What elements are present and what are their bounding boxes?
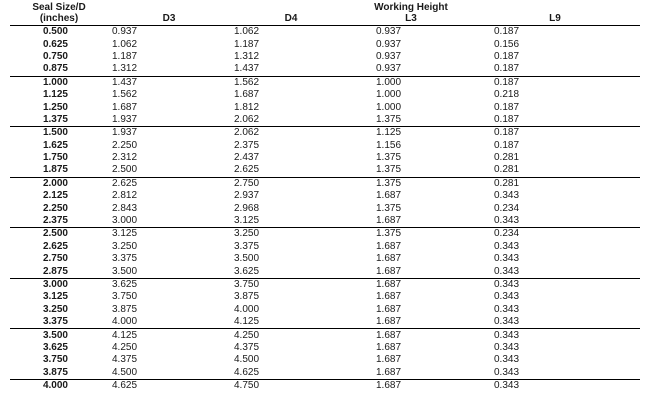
cell-l3: 0.937 xyxy=(376,50,402,62)
cell-d3: 4.625 xyxy=(112,380,138,392)
cell-d4: 2.625 xyxy=(230,164,352,177)
cell-d3: 4.250 xyxy=(112,341,138,353)
cell-seal-size: 3.750 xyxy=(42,354,68,366)
cell-d4: 4.250 xyxy=(234,329,260,341)
cell-d4: 2.375 xyxy=(234,139,260,151)
table-row xyxy=(10,190,640,202)
cell-l9: 0.187 xyxy=(494,101,520,113)
cell-l9: 0.187 xyxy=(494,26,520,38)
cell-d3: 3.625 xyxy=(112,279,138,290)
cell-seal-size: 2.125 xyxy=(42,190,68,202)
cell-d4: 1.687 xyxy=(234,89,260,101)
cell-d3: 4.375 xyxy=(112,354,138,366)
cell-d3: 3.875 xyxy=(112,303,138,315)
header-l9: L9 xyxy=(470,13,640,26)
table-row xyxy=(10,26,640,39)
cell-d4: 3.375 xyxy=(234,240,260,252)
cell-d3: 1.187 xyxy=(112,50,138,62)
cell-d3: 1.937 xyxy=(108,114,230,127)
cell-d4: 2.968 xyxy=(234,202,260,214)
cell-d3: 2.812 xyxy=(112,190,138,202)
table-row xyxy=(10,202,640,214)
table-row xyxy=(10,228,640,241)
cell-l3: 1.125 xyxy=(376,127,402,139)
cell-d3: 2.250 xyxy=(112,139,138,151)
cell-d4: 3.875 xyxy=(234,291,260,303)
cell-l9: 0.187 xyxy=(494,139,520,151)
cell-seal-size: 4.000 xyxy=(42,380,68,392)
cell-d3: 3.000 xyxy=(108,215,230,228)
cell-l9: 0.343 xyxy=(470,265,640,278)
table-row xyxy=(10,379,640,392)
cell-d3: 1.562 xyxy=(112,89,138,101)
cell-l3: 1.687 xyxy=(376,291,402,303)
cell-d3: 2.625 xyxy=(112,177,138,189)
cell-d3: 2.312 xyxy=(112,152,138,164)
header-d3: D3 xyxy=(108,13,230,26)
cell-d3: 1.062 xyxy=(112,38,138,50)
header-working-height: Working Height xyxy=(374,2,448,13)
cell-seal-size: 2.625 xyxy=(42,240,68,252)
cell-l3: 0.937 xyxy=(352,63,470,76)
header-l3: L3 xyxy=(352,13,470,26)
table-row xyxy=(10,127,640,140)
cell-seal-size: 2.875 xyxy=(10,265,108,278)
cell-l3: 1.156 xyxy=(376,139,402,151)
table-header xyxy=(10,2,640,26)
cell-l3: 1.375 xyxy=(376,228,402,240)
cell-seal-size: 0.750 xyxy=(42,50,68,62)
cell-d4: 3.750 xyxy=(234,279,260,290)
cell-l3: 1.375 xyxy=(376,152,402,164)
cell-d4: 2.437 xyxy=(234,152,260,164)
cell-l3: 1.000 xyxy=(376,76,402,88)
cell-l3: 1.687 xyxy=(376,354,402,366)
cell-l9: 0.187 xyxy=(470,114,640,127)
cell-l3: 1.687 xyxy=(352,265,470,278)
cell-d4: 4.625 xyxy=(230,367,352,380)
cell-seal-size: 3.375 xyxy=(10,316,108,329)
cell-d3: 1.437 xyxy=(112,76,138,88)
cell-l9: 0.218 xyxy=(494,89,520,101)
cell-l3: 1.687 xyxy=(376,303,402,315)
cell-l9: 0.343 xyxy=(494,253,520,265)
cell-d4: 3.125 xyxy=(230,215,352,228)
table-row xyxy=(10,278,640,291)
table-row xyxy=(10,304,640,316)
cell-l3: 1.375 xyxy=(352,114,470,127)
cell-seal-size: 3.125 xyxy=(42,291,68,303)
table-row xyxy=(10,63,640,76)
table-row xyxy=(10,38,640,50)
cell-l9: 0.187 xyxy=(494,127,520,139)
cell-l3: 1.687 xyxy=(376,253,402,265)
cell-d4: 4.375 xyxy=(234,341,260,353)
cell-d3: 3.375 xyxy=(112,253,138,265)
cell-l9: 0.343 xyxy=(494,291,520,303)
cell-d4: 2.750 xyxy=(234,177,260,189)
cell-d4: 1.312 xyxy=(234,50,260,62)
cell-seal-size: 2.500 xyxy=(42,228,68,240)
cell-d3: 1.312 xyxy=(108,63,230,76)
cell-d3: 3.250 xyxy=(112,240,138,252)
cell-d4: 4.125 xyxy=(230,316,352,329)
cell-l3: 1.687 xyxy=(376,329,402,341)
cell-l9: 0.343 xyxy=(470,215,640,228)
cell-l3: 1.375 xyxy=(376,177,402,189)
cell-d3: 3.125 xyxy=(112,228,138,240)
cell-d4: 4.750 xyxy=(234,380,260,392)
cell-d4: 1.437 xyxy=(230,63,352,76)
cell-d4: 1.562 xyxy=(234,76,260,88)
cell-seal-size: 2.375 xyxy=(10,215,108,228)
cell-l3: 1.000 xyxy=(376,101,402,113)
cell-l9: 0.281 xyxy=(494,177,520,189)
cell-d3: 3.750 xyxy=(112,291,138,303)
cell-d4: 4.000 xyxy=(234,303,260,315)
cell-d4: 3.500 xyxy=(234,253,260,265)
cell-seal-size: 3.625 xyxy=(42,341,68,353)
cell-l9: 0.234 xyxy=(494,202,520,214)
table-row xyxy=(10,114,640,127)
cell-seal-size: 2.000 xyxy=(42,177,68,189)
cell-seal-size: 3.250 xyxy=(42,303,68,315)
cell-d4: 2.937 xyxy=(234,190,260,202)
header-seal-size: Seal Size/D xyxy=(32,2,86,13)
table-row xyxy=(10,291,640,303)
cell-l9: 0.343 xyxy=(494,341,520,353)
table-row xyxy=(10,51,640,63)
cell-d3: 2.500 xyxy=(108,164,230,177)
cell-l3: 1.687 xyxy=(352,215,470,228)
cell-d4: 4.500 xyxy=(234,354,260,366)
cell-seal-size: 0.625 xyxy=(42,38,68,50)
table-row xyxy=(10,241,640,253)
cell-l9: 0.187 xyxy=(494,76,520,88)
cell-seal-size: 1.125 xyxy=(42,89,68,101)
cell-l3: 1.687 xyxy=(376,240,402,252)
cell-seal-size: 0.500 xyxy=(42,26,68,38)
table-row xyxy=(10,367,640,380)
table-row xyxy=(10,329,640,342)
table-row xyxy=(10,354,640,366)
header-d4: D4 xyxy=(230,13,352,26)
table-row xyxy=(10,164,640,177)
cell-seal-size: 1.625 xyxy=(42,139,68,151)
table-row xyxy=(10,152,640,164)
cell-d3: 3.500 xyxy=(108,265,230,278)
table-row xyxy=(10,140,640,152)
cell-l9: 0.343 xyxy=(470,367,640,380)
cell-l9: 0.281 xyxy=(494,152,520,164)
cell-l9: 0.234 xyxy=(494,228,520,240)
cell-l9: 0.343 xyxy=(494,303,520,315)
cell-l9: 0.343 xyxy=(470,316,640,329)
cell-l3: 0.937 xyxy=(376,38,402,50)
cell-d3: 1.687 xyxy=(112,101,138,113)
cell-d4: 2.062 xyxy=(230,114,352,127)
cell-l3: 1.375 xyxy=(352,164,470,177)
table-body xyxy=(10,26,640,393)
cell-l9: 0.343 xyxy=(494,240,520,252)
cell-l9: 0.343 xyxy=(494,190,520,202)
cell-seal-size: 1.875 xyxy=(10,164,108,177)
cell-seal-size: 1.500 xyxy=(42,127,68,139)
cell-d4: 1.062 xyxy=(234,26,260,38)
cell-d3: 4.500 xyxy=(108,367,230,380)
cell-l3: 1.687 xyxy=(376,380,402,392)
cell-d3: 0.937 xyxy=(112,26,138,38)
cell-l3: 1.687 xyxy=(376,279,402,290)
cell-seal-size: 1.750 xyxy=(42,152,68,164)
cell-seal-size: 3.500 xyxy=(42,329,68,341)
cell-l9: 0.187 xyxy=(494,50,520,62)
cell-l9: 0.156 xyxy=(494,38,520,50)
table-row xyxy=(10,253,640,265)
cell-seal-size: 0.875 xyxy=(10,63,108,76)
cell-d4: 2.062 xyxy=(234,127,260,139)
table-row xyxy=(10,342,640,354)
table-row xyxy=(10,215,640,228)
cell-d4: 1.187 xyxy=(234,38,260,50)
table-row xyxy=(10,101,640,113)
cell-seal-size: 1.250 xyxy=(42,101,68,113)
cell-l3: 0.937 xyxy=(376,26,402,38)
cell-l3: 1.000 xyxy=(376,89,402,101)
cell-d4: 3.250 xyxy=(234,228,260,240)
cell-l9: 0.343 xyxy=(494,380,520,392)
table-row xyxy=(10,76,640,89)
cell-seal-size: 2.250 xyxy=(42,202,68,214)
cell-l3: 1.687 xyxy=(376,341,402,353)
cell-seal-size: 1.375 xyxy=(10,114,108,127)
cell-seal-size: 1.000 xyxy=(42,76,68,88)
cell-d3: 1.937 xyxy=(112,127,138,139)
cell-seal-size: 3.000 xyxy=(42,279,68,290)
seal-dimensions-table xyxy=(10,2,640,392)
cell-l9: 0.343 xyxy=(494,354,520,366)
cell-seal-size: 3.875 xyxy=(10,367,108,380)
cell-d4: 3.625 xyxy=(230,265,352,278)
cell-d4: 1.812 xyxy=(234,101,260,113)
table-row xyxy=(10,89,640,101)
table-row xyxy=(10,316,640,329)
cell-d3: 4.125 xyxy=(112,329,138,341)
table-row xyxy=(10,177,640,190)
cell-l9: 0.343 xyxy=(494,329,520,341)
cell-l9: 0.343 xyxy=(494,279,520,290)
cell-l3: 1.687 xyxy=(352,316,470,329)
cell-d3: 4.000 xyxy=(108,316,230,329)
cell-l9: 0.281 xyxy=(470,164,640,177)
cell-l3: 1.687 xyxy=(376,190,402,202)
table-row xyxy=(10,265,640,278)
header-seal-size-unit: (inches) xyxy=(10,13,108,26)
cell-l9: 0.187 xyxy=(470,63,640,76)
cell-seal-size: 2.750 xyxy=(42,253,68,265)
cell-l3: 1.375 xyxy=(376,202,402,214)
cell-l3: 1.687 xyxy=(352,367,470,380)
cell-d3: 2.843 xyxy=(112,202,138,214)
